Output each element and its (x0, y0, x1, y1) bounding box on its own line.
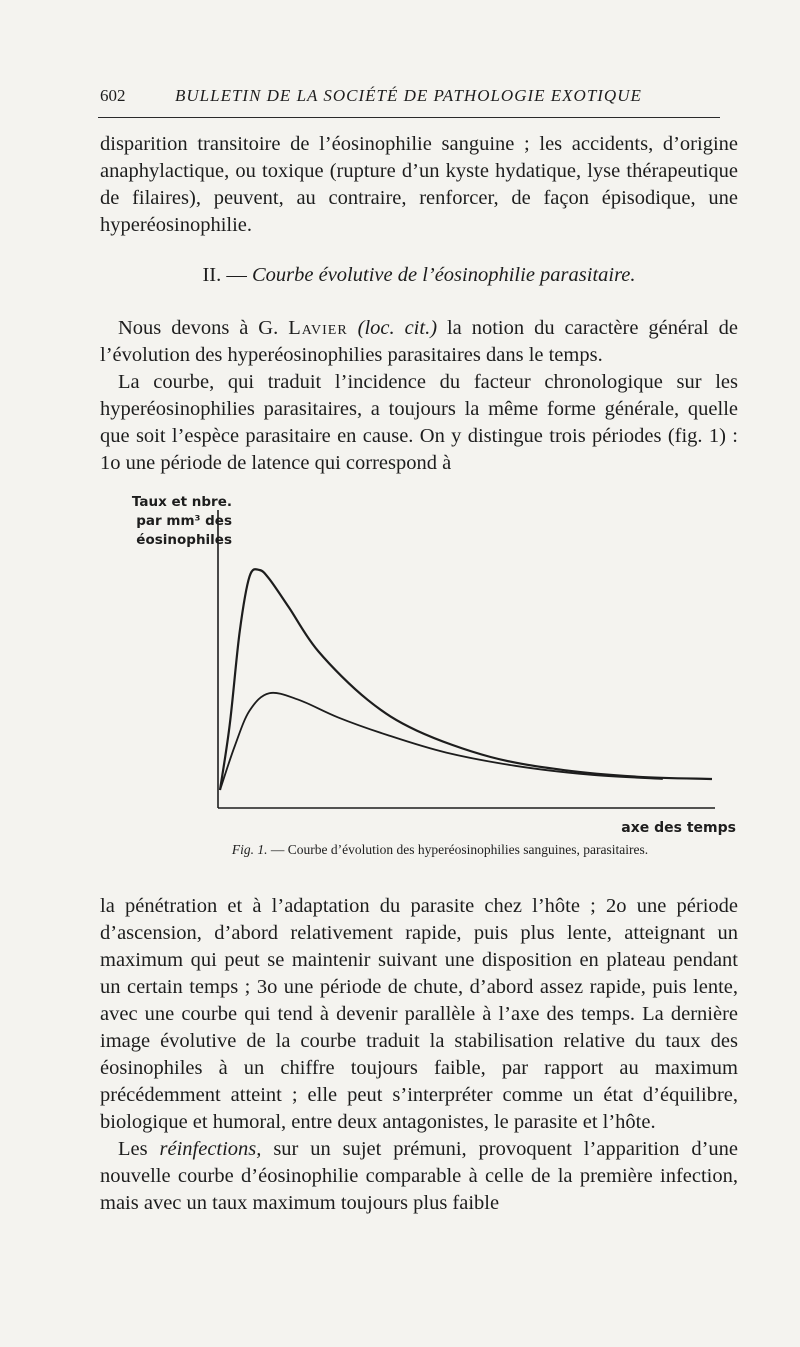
page-header (100, 84, 720, 114)
section-title: Courbe évolutive de l’éosinophilie parasitaire. (251, 264, 636, 286)
citation: (loc. cit.) (357, 317, 438, 339)
author-name: Lavier (288, 317, 348, 339)
paragraph-2-pre: Nous devons à G. (118, 317, 279, 339)
paragraph-5-term: réinfections, (159, 1138, 262, 1160)
figure-caption-text: — Courbe d’évolution des hyperéosinophilies sanguines, parasitaires. (270, 842, 649, 857)
paragraph-3-text: La courbe, qui traduit l’incidence du facteur chronologique sur les hyperéosinophilies parasitaires, a toujours la même forme générale, quelle que soit l’espèce parasitaire en cause. On y distingue trois périodes (fig. 1) : 1o une période de latence qui correspond à (100, 371, 738, 474)
page-number: 602 (100, 86, 126, 105)
section-number: II. — (202, 264, 247, 286)
y-axis-label-line-2: par mm³ des (136, 513, 232, 529)
figure-1 (100, 490, 740, 870)
y-axis-label-line-3: éosinophiles (136, 532, 232, 548)
paragraph-5-pre: Les (118, 1138, 148, 1160)
paragraph-4 (100, 893, 738, 1217)
paragraph-2-post: la notion du caractère général de l’évolution des hyperéosinophilies parasitaires dans le temps. (100, 317, 739, 366)
paragraph-4-text: la pénétration et à l’adaptation du parasite chez l’hôte ; 2o une période d’ascension, d’abord relativement rapide, puis plus lente, atteignant un maximum qui peut se maintenir suivant une disposition en plateau pendant un certain temps ; 3o une période de chute, d’abord assez rapide, puis lente, avec une courbe qui tend à devenir parallèle à l’axe des temps. La dernière image évolutive de la courbe traduit la stabilisation relative du taux des éosinophiles à un chiffre toujours faible, par rapport au maximum précédemment atteint ; elle peut s’interpréter comme un état d’équilibre, biologique et humoral, entre deux antagonistes, le parasite et l’hôte. (100, 895, 738, 1133)
figure-caption-label: Fig. 1. (231, 842, 268, 857)
y-axis-label-line-1: Taux et nbre. (131, 494, 232, 510)
paragraph-1 (100, 131, 738, 239)
running-title: BULLETIN DE LA SOCIÉTÉ DE PATHOLOGIE EXOTIQUE (175, 86, 642, 105)
paragraph-2 (100, 315, 738, 477)
paragraph-5-post: sur un sujet prémuni, provoquent l’apparition d’une nouvelle courbe d’éosinophilie comparable à celle de la première infection, mais avec un taux maximum toujours plus faible (100, 1138, 739, 1214)
paragraph-1-text: disparition transitoire de l’éosinophilie sanguine ; les accidents, d’origine anaphylactique, ou toxique (rupture d’un kyste hydatique, lyse thérapeutique de filaires), peuvent, au contraire, renforcer, de façon épisodique, une hyperéosinophilie. (100, 133, 738, 236)
x-axis-label: axe des temps (621, 820, 736, 836)
eosinophilia-chart (100, 490, 740, 835)
figure-caption (160, 842, 720, 858)
section-heading (100, 264, 738, 287)
header-rule (98, 117, 720, 118)
